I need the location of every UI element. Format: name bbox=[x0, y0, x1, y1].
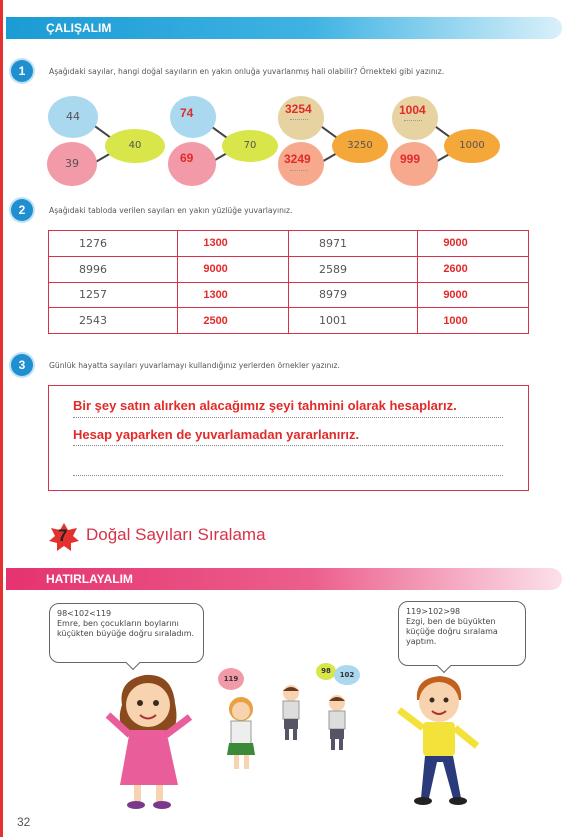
number-bubble-top: 44 bbox=[48, 96, 98, 138]
child-illustration bbox=[220, 693, 262, 773]
answer-line-2: Hesap yaparken de yuvarlamadan yararlanırız. bbox=[73, 427, 360, 442]
dotted-writing-line bbox=[73, 475, 503, 476]
girl-illustration bbox=[100, 665, 200, 810]
table-row bbox=[49, 308, 529, 334]
answer-line-1: Bir şey satın alırken alacağımız şeyi tahmini olarak hesaplarız. bbox=[73, 398, 457, 413]
section-header-calisalim bbox=[6, 17, 562, 39]
table-answer-cell: 1300 bbox=[178, 282, 289, 308]
speech-bubble-right bbox=[398, 601, 526, 666]
table-cell: 8979 bbox=[288, 282, 417, 308]
number-bubble-bottom: 3249 bbox=[278, 142, 324, 186]
height-tag: 119 bbox=[218, 668, 244, 690]
question-1-instruction: Aşağıdaki sayılar, hangi doğal sayıların en yakın onluğa yuvarlanmış hali olabilir? Örnekteki gibi yazınız. bbox=[49, 67, 445, 76]
table-cell: 2589 bbox=[288, 256, 417, 282]
answer-box bbox=[48, 385, 529, 491]
number-bubble-bottom: 69 bbox=[168, 142, 216, 186]
question-3-number: 3 bbox=[11, 354, 33, 376]
left-edge-rule bbox=[0, 0, 3, 837]
question-2-number: 2 bbox=[11, 199, 33, 221]
section-header-hatirlayalim bbox=[6, 568, 562, 590]
result-bubble: 70 bbox=[222, 130, 278, 162]
table-cell: 1001 bbox=[288, 308, 417, 334]
table-row bbox=[49, 282, 529, 308]
child-illustration bbox=[278, 683, 304, 743]
section-header-title: ÇALIŞALIM bbox=[46, 21, 112, 35]
number-bubble-top: 74 bbox=[170, 96, 216, 138]
table-row bbox=[49, 231, 529, 257]
speech-bubble-left bbox=[49, 603, 204, 663]
table-answer-cell: 2500 bbox=[178, 308, 289, 334]
table-cell: 1276 bbox=[49, 231, 178, 257]
table-answer-cell: 9000 bbox=[418, 282, 529, 308]
dotted-writing-line bbox=[73, 417, 503, 418]
number-bubble-top: 3254 bbox=[278, 96, 324, 140]
remember-title: HATIRLAYALIM bbox=[46, 572, 133, 586]
order-text-left: 98<102<119 bbox=[57, 609, 112, 618]
height-tag: 102 bbox=[334, 665, 360, 685]
question-2-instruction: Aşağıdaki tabloda verilen sayıları en yakın yüzlüğe yuvarlayınız. bbox=[49, 206, 293, 215]
section-7-badge: 7 bbox=[49, 523, 79, 551]
section-7-title: Doğal Sayıları Sıralama bbox=[86, 525, 266, 544]
result-bubble: 3250 bbox=[332, 129, 388, 163]
page-number: 32 bbox=[17, 815, 31, 829]
table-cell: 1257 bbox=[49, 282, 178, 308]
table-cell: 2543 bbox=[49, 308, 178, 334]
table-answer-cell: 9000 bbox=[178, 256, 289, 282]
child-illustration bbox=[324, 693, 350, 753]
result-bubble: 1000 bbox=[444, 129, 500, 163]
dotted-writing-line bbox=[73, 445, 503, 446]
number-bubble-bottom: 999 bbox=[390, 142, 438, 186]
table-answer-cell: 1300 bbox=[178, 231, 289, 257]
order-text-right: 119>102>98 bbox=[406, 607, 461, 616]
table-answer-cell: 1000 bbox=[418, 308, 529, 334]
question-1-number: 1 bbox=[11, 60, 33, 82]
number-bubble-bottom: 39 bbox=[47, 142, 97, 186]
table-cell: 8971 bbox=[288, 231, 417, 257]
boy-illustration bbox=[395, 670, 485, 810]
table-answer-cell: 2600 bbox=[418, 256, 529, 282]
speech-text-right: Ezgi, ben de büyükten küçüğe doğru sıralama yaptım. bbox=[406, 617, 498, 646]
question-3-instruction: Günlük hayatta sayıları yuvarlamayı kullandığınız yerlerden örnekler yazınız. bbox=[49, 361, 340, 370]
result-bubble: 40 bbox=[105, 129, 165, 163]
speech-text-left: Emre, ben çocukların boylarını küçükten büyüğe doğru sıraladım. bbox=[57, 619, 195, 638]
number-bubble-top: 1004 bbox=[392, 96, 438, 140]
rounding-table bbox=[48, 230, 529, 334]
table-cell: 8996 bbox=[49, 256, 178, 282]
table-row bbox=[49, 256, 529, 282]
height-tag: 98 bbox=[316, 663, 336, 680]
table-answer-cell: 9000 bbox=[418, 231, 529, 257]
